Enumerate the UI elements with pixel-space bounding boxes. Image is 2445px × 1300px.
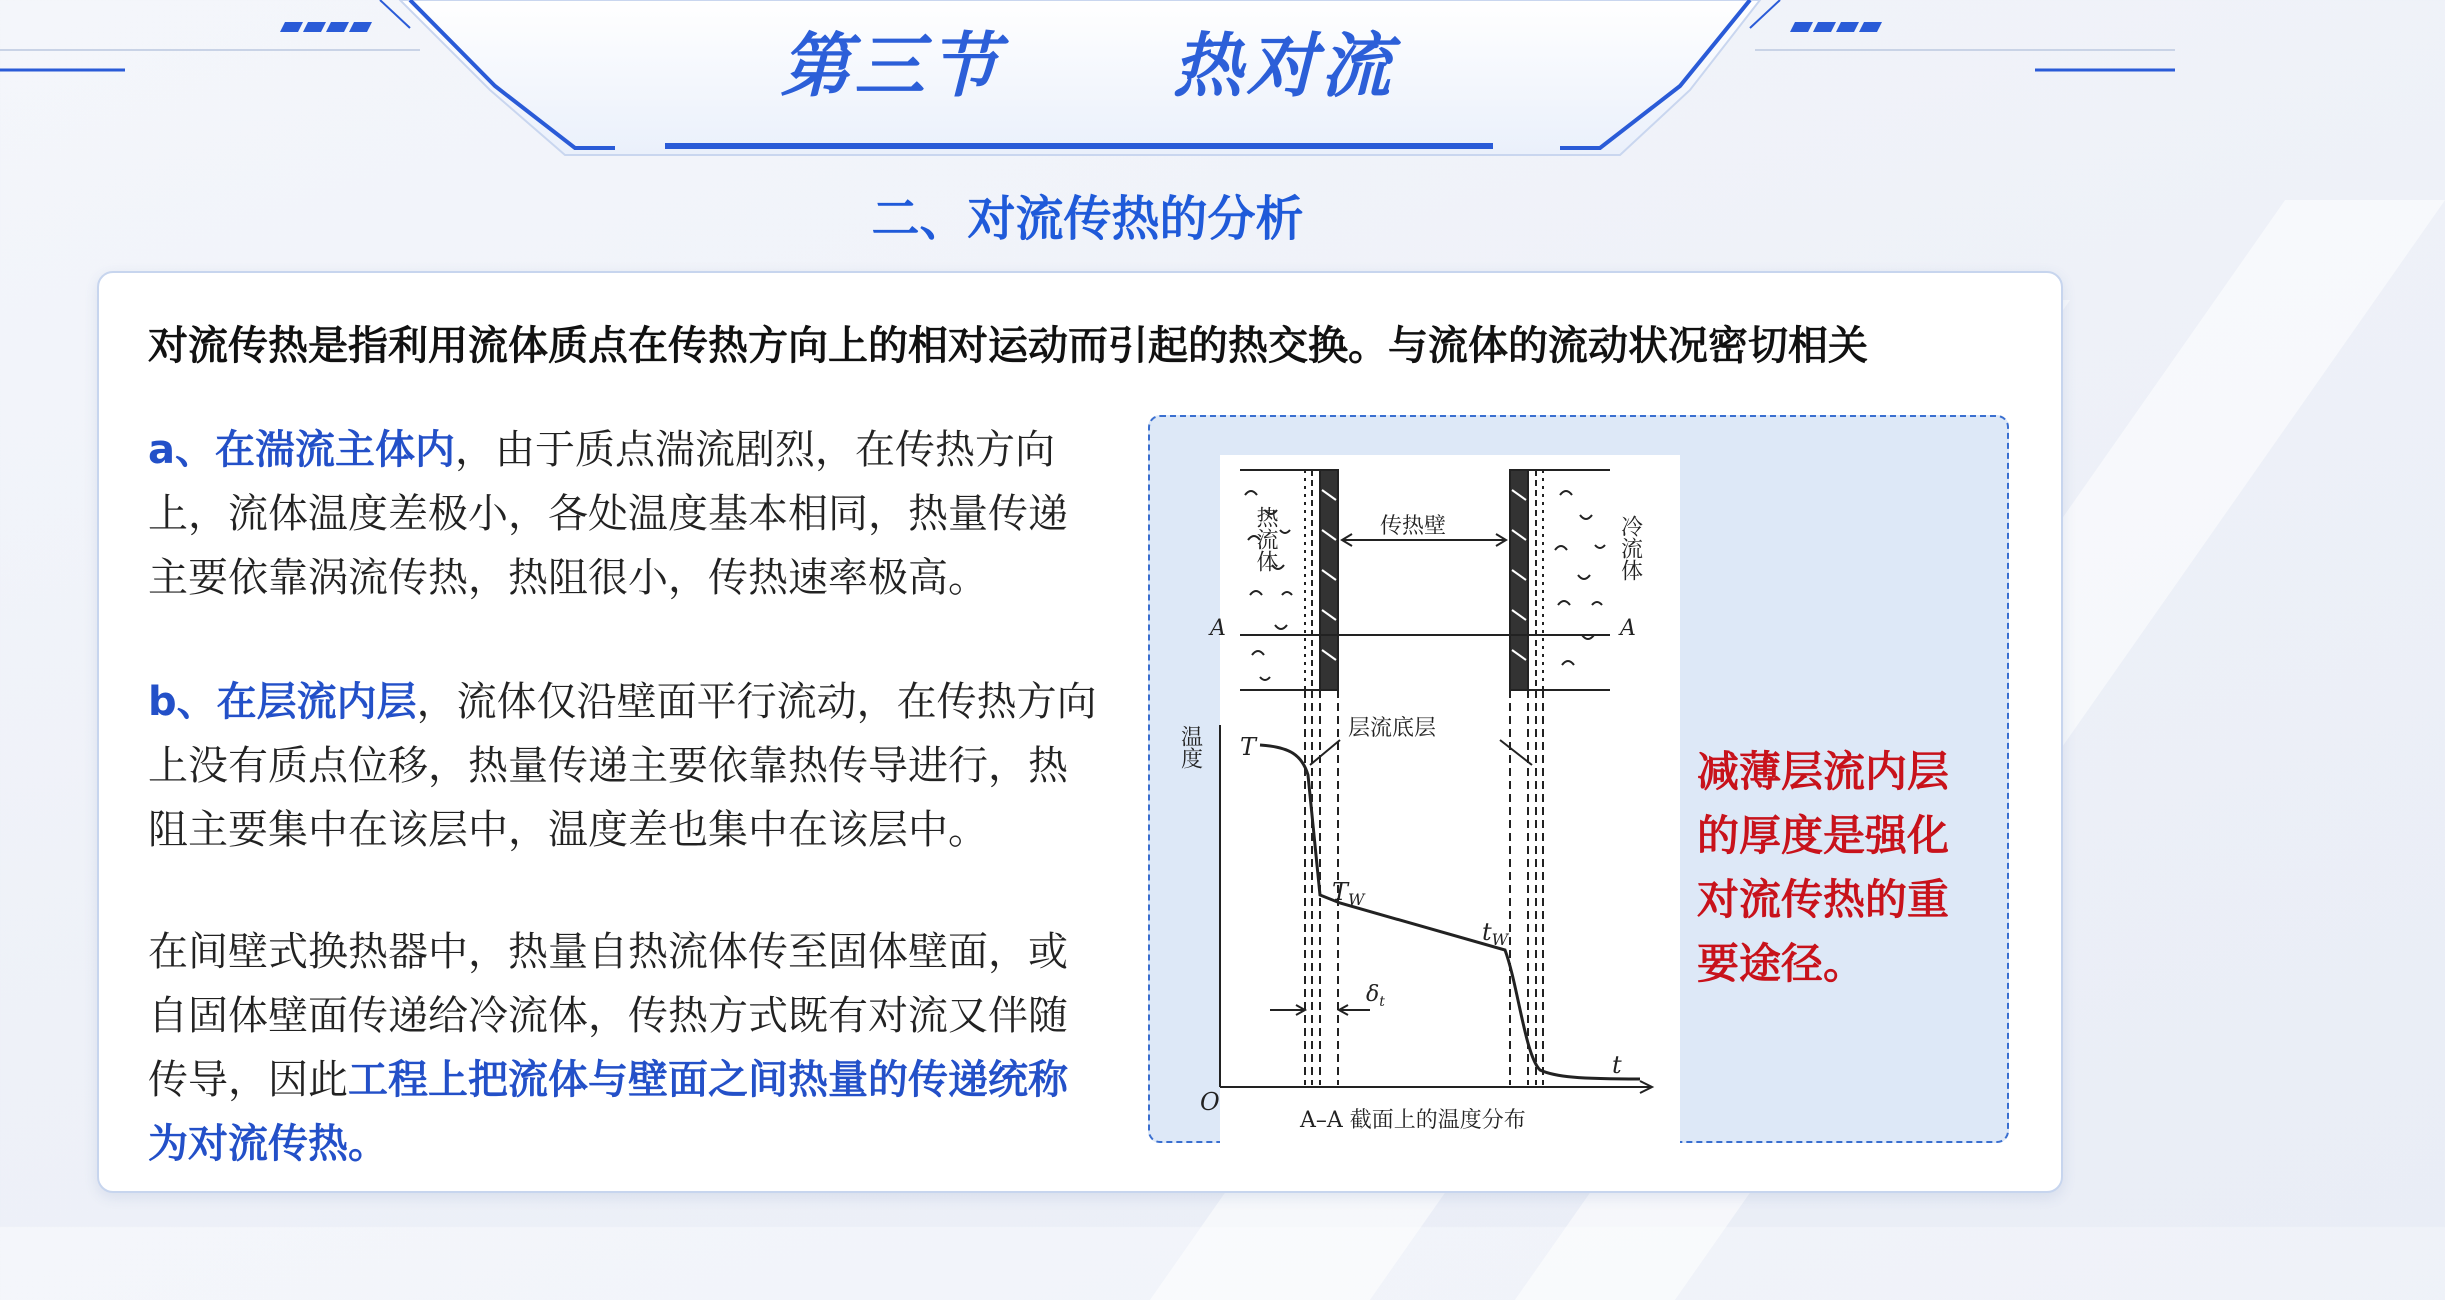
- label-section-a-right: A: [1620, 616, 1636, 641]
- page-title: 第三节 热对流: [780, 25, 1395, 107]
- paragraph-b-label: b、在层流内层: [148, 679, 417, 725]
- label-section-a-left: A: [1210, 616, 1226, 641]
- section-subtitle: 二、对流传热的分析: [871, 191, 1304, 247]
- label-wall: 传热壁: [1380, 514, 1447, 539]
- label-delta: $\delta_t$: [1366, 982, 1385, 1010]
- label-t: t: [1612, 1051, 1622, 1079]
- figure-caption: A–A 截面上的温度分布: [1300, 1108, 1526, 1133]
- paragraph-a-label: a、在湍流主体内: [148, 427, 455, 473]
- label-tw: $t_W$: [1482, 918, 1509, 949]
- label-origin: O: [1200, 1088, 1220, 1116]
- paragraph-a-text: ，由于质点湍流剧烈，在传热方向上，流体温度差极小，各处温度基本相同，热量传递主要依靠涡流传热，热阻很小，传热速率极高。: [148, 427, 1068, 601]
- temperature-distribution-figure: [1177, 455, 1680, 1145]
- label-Tw: $T_W$: [1332, 878, 1365, 909]
- paragraph-a: [148, 418, 1098, 610]
- paragraph-c-highlight: 工程上把流体与壁面之间热量的传递统称为对流传热。: [148, 1057, 1068, 1167]
- label-cold-fluid: 冷流体: [1617, 515, 1643, 581]
- label-T: T: [1240, 733, 1257, 761]
- paragraph-c-text: 在间壁式换热器中，热量自热流体传至固体壁面，或自固体壁面传递给冷流体，传热方式既有对流又伴随传导，因此: [148, 929, 1068, 1103]
- label-laminar: 层流底层: [1348, 716, 1437, 741]
- lead-statement: 对流传热是指利用流体质点在传热方向上的相对运动而引起的热交换。与流体的流动状况密切相关: [148, 323, 1868, 369]
- paragraph-b-text: ，流体仅沿壁面平行流动，在传热方向上没有质点位移，热量传递主要依靠热传导进行，热阻主要集中在该层中，温度差也集中在该层中。: [148, 679, 1097, 853]
- paragraph-b: [148, 670, 1098, 862]
- emphasis-note: 减薄层流内层的厚度是强化对流传热的重要途径。: [1697, 747, 1950, 988]
- label-hot-fluid: 热流体: [1212, 506, 1278, 531]
- label-y-axis: 温度: [1177, 725, 1203, 769]
- paragraph-c: [148, 920, 1098, 1176]
